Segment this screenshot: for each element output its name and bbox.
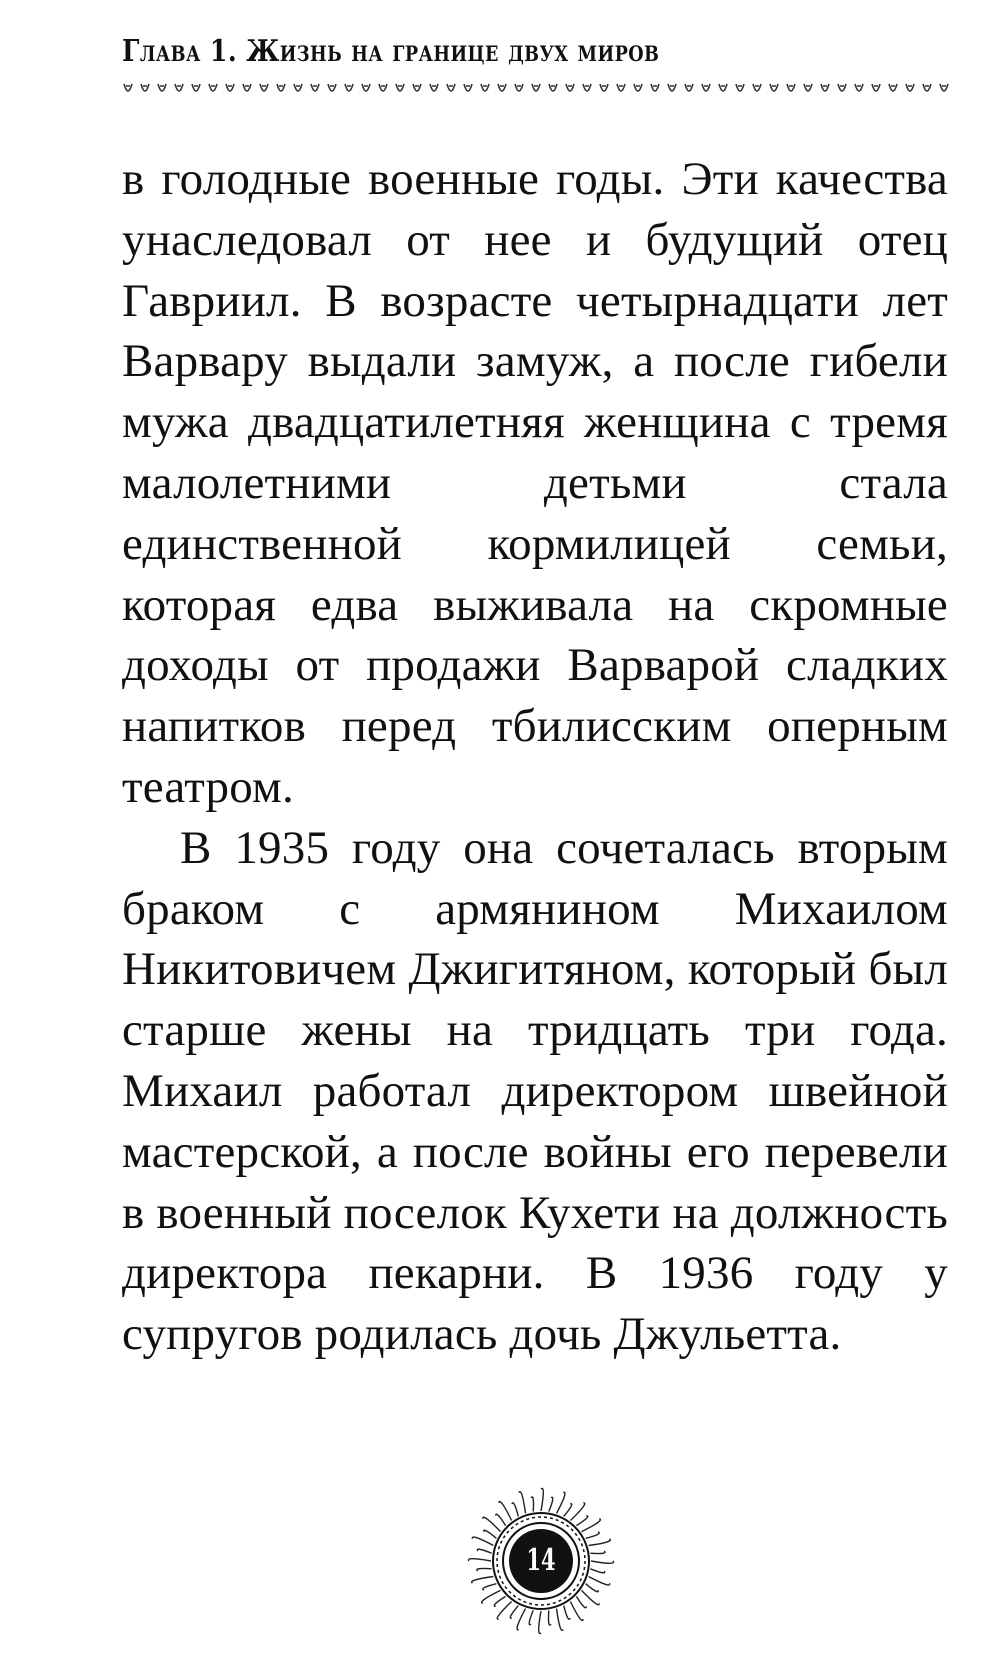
page-number-medallion	[466, 1486, 616, 1636]
paragraph-2: В 1935 году она сочеталась вторым браком с армянином Михаилом Никитовичем Джигитяном, который был старше жены на тридцать три года. Михаил работал директором швейной мастерской, а после войны его перевели в военный поселок Кухети на должность директора пекарни. В 1936 году у супругов родилась дочь Джульетта.	[122, 821, 948, 1361]
paragraph-1: в голодные военные годы. Эти качества унаследовал от нее и будущий отец Гавриил. В возрасте четырнадцати лет Варвару выдали замуж, а после гибели мужа двадцатилетняя женщина с тремя малолетними детьми стала единственной кормилицей семьи, которая едва выживала на скромные доходы от продажи Варварой сладких напитков перед тбилисским оперным театром.	[122, 153, 948, 813]
ornamental-rule	[120, 80, 950, 102]
running-head: Глава 1. Жизнь на границе двух миров	[122, 34, 660, 69]
main-text	[122, 149, 948, 1365]
page-number: 14	[526, 1543, 556, 1578]
